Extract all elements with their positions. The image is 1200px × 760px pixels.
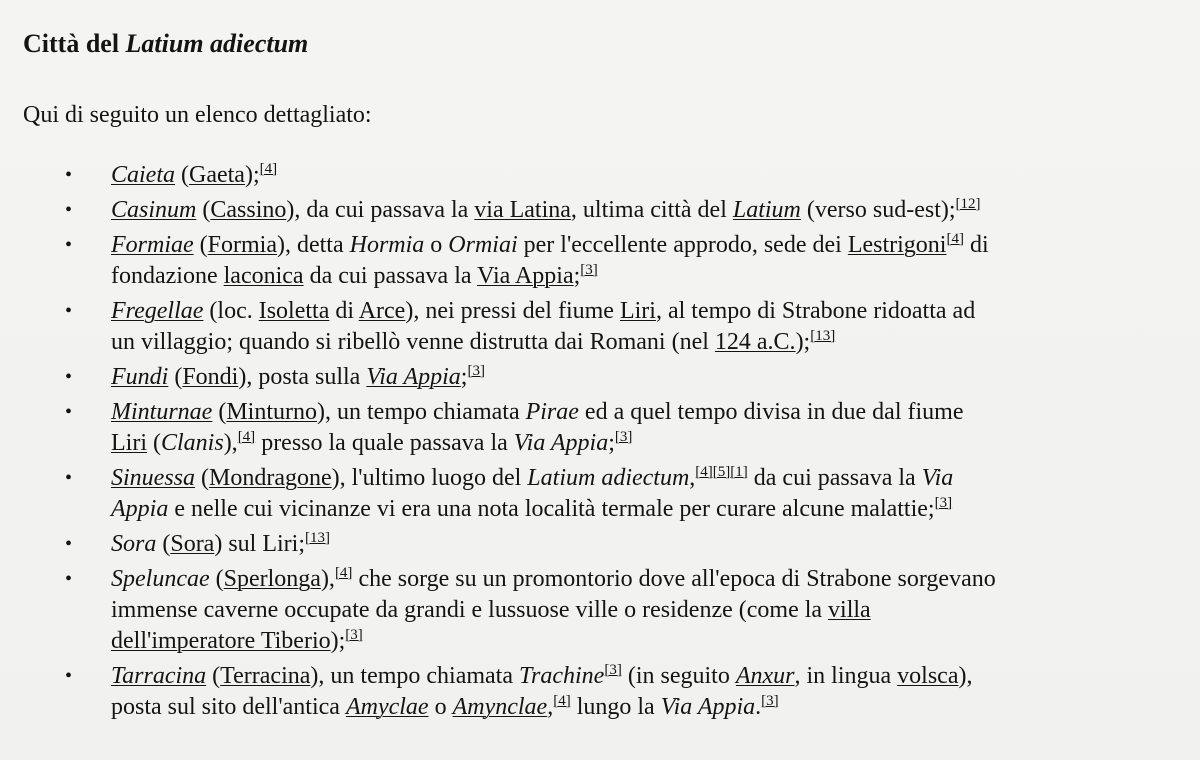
text-description: ,: [689, 465, 696, 491]
footnote-link-13[interactable]: [13]: [305, 530, 330, 546]
link-mondragone[interactable]: Mondragone: [209, 465, 332, 491]
text-description: per l'eccellente approdo, sede dei: [517, 232, 848, 258]
term-ormiai: Ormiai: [448, 232, 518, 258]
link-liri[interactable]: Liri: [111, 430, 147, 456]
term-via-appia: Via Appia: [513, 430, 609, 456]
list-item-formiae: [0, 230, 1089, 292]
link-liri[interactable]: Liri: [619, 298, 656, 324]
text-description: ), posta sulla: [238, 364, 367, 390]
link-formia[interactable]: Formia: [207, 232, 277, 258]
list-item-minturnae: [0, 397, 1089, 459]
link-via-latina[interactable]: via Latina: [474, 197, 571, 223]
item-line: [111, 327, 1089, 358]
title-latin-term: Latium adiectum: [125, 29, 309, 58]
link-villa-tiberio[interactable]: dell'imperatore Tiberio: [111, 628, 331, 654]
text-description: posta sul sito dell'antica: [111, 694, 346, 720]
term-speluncae: Speluncae: [111, 566, 210, 592]
list-item-caieta: [0, 160, 1089, 191]
link-via-appia[interactable]: Via Appia: [366, 364, 461, 390]
list-item-speluncae: [0, 564, 1089, 657]
text-description: che sorge su un promontorio dove all'epoca di Strabone sorgevano: [352, 566, 996, 592]
text-description: (: [147, 430, 161, 456]
text-description: immense caverne occupate da grandi e lussuose ville o residenze (come la: [111, 597, 829, 623]
list-item-casinum: [0, 195, 1089, 226]
text-close: );: [244, 162, 260, 188]
item-line: [111, 626, 1089, 657]
city-list: [0, 160, 1200, 727]
text-description: , in lingua: [794, 663, 898, 689]
item-line: [111, 362, 1089, 393]
link-via-appia[interactable]: Via Appia: [477, 263, 574, 289]
text-open-paren: (: [209, 566, 224, 592]
link-sora[interactable]: Sora: [170, 531, 215, 557]
item-line: [111, 564, 1089, 595]
link-minturno[interactable]: Minturno: [226, 399, 317, 425]
text-description: ), detta: [276, 232, 350, 258]
text-description: di: [329, 298, 359, 324]
link-gaeta[interactable]: Gaeta: [189, 162, 245, 188]
item-line: [111, 529, 1089, 560]
list-item-fregellae: [0, 296, 1089, 358]
footnote-link-4[interactable]: [4]: [334, 565, 353, 581]
link-lestrigoni[interactable]: Lestrigoni: [847, 232, 947, 258]
link-124-bc[interactable]: 124 a.C.: [714, 329, 796, 355]
item-line: [111, 661, 1089, 692]
footnote-link-4[interactable]: [4]: [553, 693, 571, 709]
text-description: (loc.: [203, 298, 259, 324]
footnote-link-13[interactable]: [13]: [810, 328, 836, 344]
item-line: [111, 230, 1089, 261]
text-open-paren: (: [175, 162, 189, 188]
list-item-fundi: [0, 362, 1089, 393]
link-latium[interactable]: Latium: [732, 197, 801, 223]
link-sinuessa[interactable]: Sinuessa: [111, 465, 195, 491]
text-description: ), nei pressi del fiume: [405, 298, 620, 324]
text-description: lungo la: [570, 694, 661, 720]
text-description: ), un tempo chiamata: [317, 399, 526, 425]
text-open-paren: (: [212, 399, 227, 425]
link-amynclae[interactable]: Amynclae: [452, 694, 548, 720]
link-amyclae[interactable]: Amyclae: [345, 694, 429, 720]
text-description: o: [424, 232, 449, 258]
link-fregellae[interactable]: Fregellae: [111, 298, 204, 324]
text-description: e nelle cui vicinanze vi era una nota località termale per curare alcune malattie;: [168, 496, 935, 522]
text-description: ), un tempo chiamata: [310, 663, 519, 689]
term-pirae: Pirae: [525, 399, 579, 425]
text-open-paren: (: [168, 364, 183, 390]
footnote-link-4[interactable]: [4]: [259, 161, 278, 177]
link-isoletta[interactable]: Isoletta: [258, 298, 330, 324]
text-description: un villaggio; quando si ribellò venne distrutta dai Romani (nel: [111, 329, 715, 355]
term-via: Via: [921, 465, 954, 491]
text-description: ),: [958, 663, 973, 689]
page-title: [23, 28, 308, 59]
list-item-tarracina: [0, 661, 1089, 723]
text-description: ), da cui passava la: [286, 197, 475, 223]
item-line: [111, 463, 1089, 494]
text-open-paren: (: [156, 531, 171, 557]
link-arce[interactable]: Arce: [358, 298, 406, 324]
text-description: ), l'ultimo luogo del: [331, 465, 528, 491]
text-description: ) sul Liri;: [214, 531, 305, 557]
item-line: [111, 195, 1089, 226]
text-open-paren: (: [196, 197, 211, 223]
item-line: [111, 494, 1089, 525]
term-via-appia: Via Appia: [660, 694, 756, 720]
text-description: da cui passava la: [303, 263, 478, 289]
list-item-sinuessa: [0, 463, 1089, 525]
title-prefix: Città del: [23, 29, 126, 58]
text-description: di: [963, 232, 989, 258]
term-hormia: Hormia: [349, 232, 425, 258]
text-description: ;: [573, 263, 581, 289]
text-description: ),: [223, 430, 238, 456]
footnote-link-4[interactable]: [4]: [946, 231, 964, 247]
term-trachine: Trachine: [519, 663, 605, 689]
footnote-link-3[interactable]: [3]: [604, 662, 622, 678]
term-sora: Sora: [111, 531, 157, 557]
item-line: [111, 692, 1089, 723]
term-latium-adiectum: Latium adiectum: [527, 465, 690, 491]
text-description: (in seguito: [621, 663, 736, 689]
link-volsca[interactable]: volsca: [897, 663, 959, 689]
text-description: ,: [547, 694, 554, 720]
term-clanis: Clanis: [161, 430, 224, 456]
text-description: presso la quale passava la: [255, 430, 514, 456]
link-formiae[interactable]: Formiae: [111, 232, 194, 258]
item-line: [111, 595, 1089, 626]
text-description: fondazione: [111, 263, 224, 289]
footnote-link-3[interactable]: [3]: [934, 495, 953, 511]
footnote-link-3[interactable]: [3]: [345, 627, 363, 643]
footnote-link-3[interactable]: [3]: [580, 262, 598, 278]
item-line: [111, 296, 1089, 327]
text-description: );: [330, 628, 346, 654]
footnote-link-3[interactable]: [3]: [467, 363, 485, 379]
footnote-link-3[interactable]: [3]: [614, 429, 633, 445]
text-open-paren: (: [193, 232, 208, 258]
text-description: (verso sud-est);: [800, 197, 956, 223]
link-tarracina[interactable]: Tarracina: [111, 663, 207, 689]
term-appia: Appia: [111, 496, 169, 522]
text-description: ;: [460, 364, 468, 390]
link-fundi[interactable]: Fundi: [111, 364, 169, 390]
item-line: [111, 261, 1089, 292]
text-description: , ultima città del: [570, 197, 733, 223]
footnote-link-4[interactable]: [4]: [237, 429, 256, 445]
text-description: .: [755, 694, 762, 720]
item-line: [111, 160, 1089, 191]
text-description: o: [428, 694, 453, 720]
link-casinum[interactable]: Casinum: [111, 197, 197, 223]
footnote-link-12[interactable]: [12]: [955, 196, 981, 212]
text-open-paren: (: [195, 465, 209, 491]
link-terracina[interactable]: Terracina: [220, 663, 311, 689]
text-open-paren: (: [206, 663, 221, 689]
link-cassino[interactable]: Cassino: [210, 197, 287, 223]
link-anxur[interactable]: Anxur: [735, 663, 795, 689]
footnote-links[interactable]: [4][5][1]: [695, 464, 748, 480]
footnote-link-3[interactable]: [3]: [761, 693, 779, 709]
text-description: ),: [320, 566, 335, 592]
text-description: da cui passava la: [747, 465, 922, 491]
link-laconica[interactable]: laconica: [223, 263, 304, 289]
text-description: );: [795, 329, 811, 355]
link-villa[interactable]: villa: [828, 597, 871, 623]
list-item-sora: [0, 529, 1089, 560]
link-fondi[interactable]: Fondi: [182, 364, 239, 390]
intro-text: Qui di seguito un elenco dettagliato:: [23, 102, 372, 128]
link-sperlonga[interactable]: Sperlonga: [223, 566, 321, 592]
item-line: [111, 397, 1089, 428]
text-description: ed a quel tempo divisa in due dal fiume: [578, 399, 964, 425]
link-minturnae[interactable]: Minturnae: [111, 399, 213, 425]
link-caieta[interactable]: Caieta: [111, 162, 175, 188]
text-description: , al tempo di Strabone ridoatta ad: [655, 298, 976, 324]
item-line: [111, 428, 1089, 459]
text-description: ;: [608, 430, 615, 456]
